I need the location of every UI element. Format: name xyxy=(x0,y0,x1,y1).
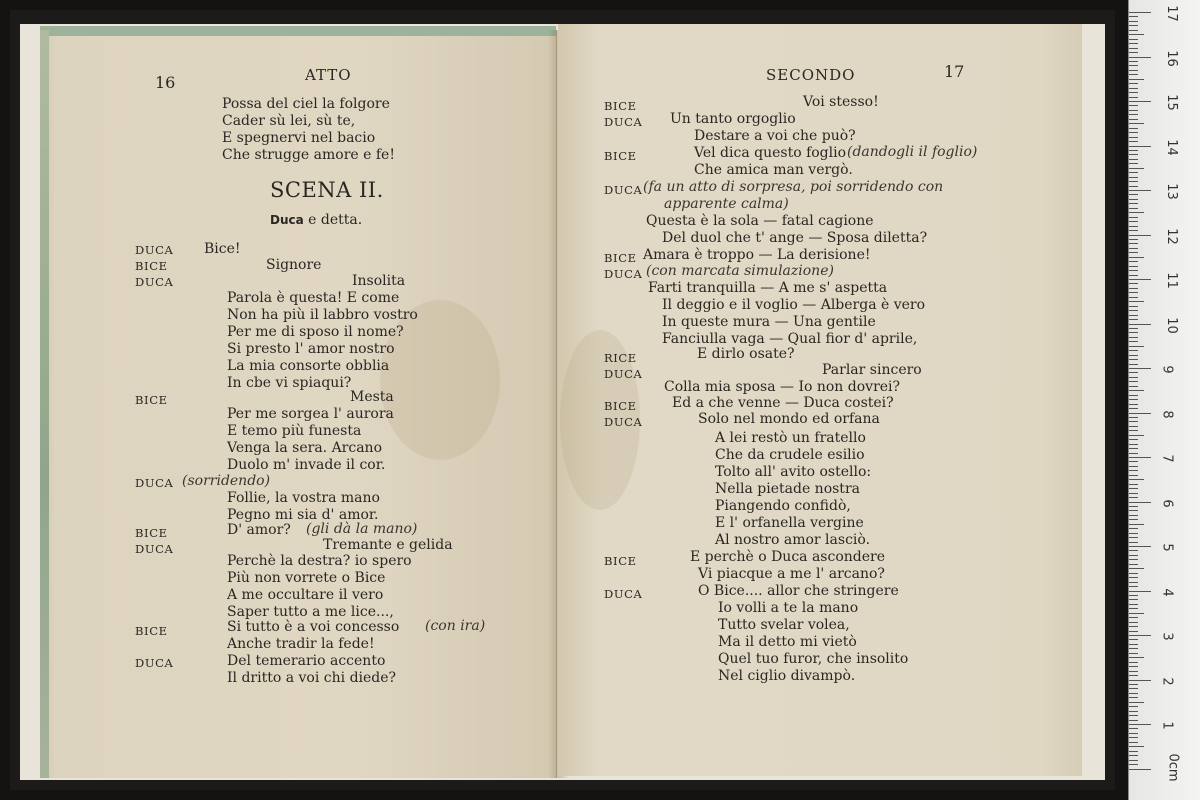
ruler-tick xyxy=(1129,324,1151,325)
ruler-tick xyxy=(1129,746,1144,747)
ruler-tick xyxy=(1129,261,1138,262)
ruler-tick xyxy=(1129,591,1151,592)
ruler-tick xyxy=(1129,657,1144,658)
speaker-label: DUCA xyxy=(135,275,174,289)
verse-line: Colla mia sposa — Io non dovrei? xyxy=(664,379,901,395)
ruler-tick xyxy=(1129,626,1138,627)
verse-line: E l' orfanella vergine xyxy=(715,515,864,531)
ruler-tick xyxy=(1129,528,1138,529)
verse-line: Solo nel mondo ed orfana xyxy=(698,411,880,427)
speaker-label: DUCA xyxy=(604,115,643,129)
ruler-tick xyxy=(1129,715,1138,716)
right-running-head: SECONDO xyxy=(766,66,856,84)
ruler-tick xyxy=(1129,163,1138,164)
ruler-tick xyxy=(1129,199,1138,200)
ruler-tick xyxy=(1129,301,1144,302)
verse-line: Quel tuo furor, che insolito xyxy=(718,651,909,667)
ruler-tick xyxy=(1129,337,1138,338)
ruler-tick xyxy=(1129,70,1138,71)
ruler-tick xyxy=(1129,413,1151,414)
speaker-label: DUCA xyxy=(604,183,643,197)
verse-line: Ma il detto mi vietò xyxy=(718,634,857,650)
ruler-tick xyxy=(1129,502,1151,503)
ruler-tick xyxy=(1129,608,1138,609)
speaker-label: DUCA xyxy=(135,542,174,556)
ruler-tick xyxy=(1129,435,1144,436)
ruler-tick xyxy=(1129,559,1138,560)
scene-title: SCENA II. xyxy=(270,178,384,202)
ruler-tick xyxy=(1129,346,1144,347)
ruler-tick xyxy=(1129,97,1138,98)
verse-line: Parola è questa! E come xyxy=(227,290,400,306)
ruler-tick xyxy=(1129,760,1138,761)
ruler-tick xyxy=(1129,631,1138,632)
verse-line: Follie, la vostra mano xyxy=(227,490,380,506)
ruler-tick xyxy=(1129,728,1138,729)
ruler-tick xyxy=(1129,506,1138,507)
speaker-label: BICE xyxy=(604,399,637,413)
ruler-tick xyxy=(1129,328,1138,329)
right-page-number: 17 xyxy=(944,62,965,81)
ruler-tick xyxy=(1129,83,1138,84)
ruler-tick xyxy=(1129,159,1138,160)
ruler-tick xyxy=(1129,684,1138,685)
ruler-tick xyxy=(1129,622,1138,623)
ruler-tick xyxy=(1129,662,1138,663)
ruler-tick xyxy=(1129,119,1138,120)
ruler-number: 5 xyxy=(1159,543,1175,552)
verse-line: Farti tranquilla — A me s' aspetta xyxy=(648,280,888,296)
ruler-tick xyxy=(1129,439,1138,440)
speaker-label: BICE xyxy=(135,259,168,273)
ruler-tick xyxy=(1129,515,1138,516)
ruler-tick xyxy=(1129,297,1138,298)
ruler-tick xyxy=(1129,395,1138,396)
ruler-tick xyxy=(1129,653,1138,654)
ruler-tick xyxy=(1129,671,1138,672)
ruler-tick xyxy=(1129,368,1151,369)
stage-direction: (sorridendo) xyxy=(182,473,271,489)
ruler-tick xyxy=(1129,132,1138,133)
verse-line: Vi piacque a me l' arcano? xyxy=(698,566,885,582)
ruler-tick xyxy=(1129,92,1138,93)
ruler-tick xyxy=(1129,177,1138,178)
stage-direction: (con marcata simulazione) xyxy=(646,263,834,279)
ruler-tick xyxy=(1129,666,1138,667)
verse-line: Che da crudele esilio xyxy=(715,447,865,463)
persons-name: Duca xyxy=(270,213,304,227)
ruler-tick xyxy=(1129,128,1138,129)
verse-line: E perchè o Duca ascondere xyxy=(690,549,886,565)
ruler-tick xyxy=(1129,751,1138,752)
ruler-tick xyxy=(1129,25,1138,26)
ruler-tick xyxy=(1129,493,1138,494)
scene-persons xyxy=(270,212,362,228)
ruler-tick xyxy=(1129,546,1151,547)
speaker-label: DUCA xyxy=(135,476,174,490)
ruler-tick xyxy=(1129,524,1144,525)
ruler-tick xyxy=(1129,230,1138,231)
ruler-tick xyxy=(1129,497,1138,498)
stage-direction: (gli dà la mano) xyxy=(306,521,418,537)
ruler-tick xyxy=(1129,720,1138,721)
ruler-tick xyxy=(1129,355,1138,356)
ruler-number: 6 xyxy=(1159,498,1175,508)
ruler-tick xyxy=(1129,105,1138,106)
ruler-tick xyxy=(1129,399,1138,400)
ruler-tick xyxy=(1129,737,1138,738)
verse-line: Vel dica questo foglio xyxy=(694,145,847,161)
verse-line: La mia consorte obblia xyxy=(227,358,390,374)
verse-line: Perchè la destra? io spero xyxy=(227,553,412,569)
speaker-label: DUCA xyxy=(604,267,643,281)
verse-line: D' amor? xyxy=(227,522,291,538)
verse-line: Del duol che t' ange — Sposa diletta? xyxy=(662,230,928,246)
stage-direction: (con ira) xyxy=(425,618,486,634)
ruler-tick xyxy=(1129,359,1138,360)
ruler-number: 10 xyxy=(1163,316,1179,334)
ruler-tick xyxy=(1129,306,1138,307)
speaker-label: BICE xyxy=(135,393,168,407)
ruler-tick xyxy=(1129,475,1138,476)
verse-line: Destare a voi che può? xyxy=(694,128,856,144)
ruler-tick xyxy=(1129,675,1138,676)
verse-line: Bice! xyxy=(204,241,241,257)
ruler-tick xyxy=(1129,381,1138,382)
ruler-tick xyxy=(1129,101,1151,102)
verse-line: Amara è troppo — La derisione! xyxy=(643,247,871,263)
verse-line: Non ha più il labbro vostro xyxy=(227,307,418,323)
ruler-tick xyxy=(1129,266,1138,267)
ruler-tick xyxy=(1129,239,1138,240)
verse-line: In cbe vi spiaqui? xyxy=(227,375,352,391)
ruler-tick xyxy=(1129,755,1138,756)
ruler-tick xyxy=(1129,448,1138,449)
verse-line: Al nostro amor lasciò. xyxy=(715,532,871,548)
ruler-tick xyxy=(1129,488,1138,489)
ruler-tick xyxy=(1129,16,1138,17)
ruler-number: 15 xyxy=(1163,94,1179,111)
speaker-label: BICE xyxy=(135,526,168,540)
ruler-tick xyxy=(1129,466,1138,467)
speaker-label: DUCA xyxy=(135,243,174,257)
speaker-label: DUCA xyxy=(604,587,643,601)
ruler-tick xyxy=(1129,208,1138,209)
ruler-tick xyxy=(1129,586,1138,587)
ruler-tick xyxy=(1129,270,1138,271)
ruler-tick xyxy=(1129,733,1138,734)
speaker-label: BICE xyxy=(604,251,637,265)
cover-edge xyxy=(40,26,556,36)
ruler-tick xyxy=(1129,613,1144,614)
verse-line: Io volli a te la mano xyxy=(718,600,859,616)
ruler-tick xyxy=(1129,404,1138,405)
verse-line: O Bice.... allor che stringere xyxy=(698,583,899,599)
ruler-tick xyxy=(1129,742,1138,743)
ruler-tick xyxy=(1129,154,1138,155)
ruler-tick xyxy=(1129,421,1138,422)
verse-line: E spegnervi nel bacio xyxy=(222,130,376,146)
ruler-tick xyxy=(1129,212,1144,213)
verse-line: Più non vorrete o Bice xyxy=(227,570,386,586)
verse-line: Tutto svelar volea, xyxy=(718,617,850,633)
ruler-number: 1 xyxy=(1159,721,1175,730)
verse-line: Anche tradir la fede! xyxy=(227,636,375,652)
verse-line: Tremante e gelida xyxy=(323,537,453,553)
ruler-number: 17 xyxy=(1163,5,1179,22)
verse-line: Duolo m' invade il cor. xyxy=(227,457,386,473)
ruler-number: 7 xyxy=(1159,454,1175,463)
ruler-tick xyxy=(1129,181,1138,182)
verse-line: E dirlo osate? xyxy=(697,346,795,362)
verse-line: Un tanto orgoglio xyxy=(670,111,796,127)
ruler-tick xyxy=(1129,364,1138,365)
ruler-tick xyxy=(1129,288,1138,289)
ruler-number: 11 xyxy=(1163,272,1179,289)
verse-line: Questa è la sola — fatal cagione xyxy=(646,213,874,229)
ruler-tick xyxy=(1129,168,1144,169)
ruler-tick xyxy=(1129,12,1151,13)
ruler-tick xyxy=(1129,408,1138,409)
ruler-tick xyxy=(1129,48,1138,49)
ruler-tick xyxy=(1129,243,1138,244)
ruler-tick xyxy=(1129,194,1138,195)
ruler-tick xyxy=(1129,190,1151,191)
speaker-label: DUCA xyxy=(135,656,174,670)
ruler-tick xyxy=(1129,39,1138,40)
verse-line: Insolita xyxy=(352,273,406,289)
ruler-tick xyxy=(1129,457,1151,458)
stage-direction: (dandogli il foglio) xyxy=(847,144,978,160)
verse-line: Piangendo confidò, xyxy=(715,498,851,514)
ruler-tick xyxy=(1129,34,1144,35)
ruler-tick xyxy=(1129,644,1138,645)
verse-line: Voi stesso! xyxy=(803,94,879,110)
ruler-tick xyxy=(1129,30,1138,31)
ruler-tick xyxy=(1129,764,1138,765)
ruler-tick xyxy=(1129,257,1144,258)
ruler-tick xyxy=(1129,430,1138,431)
ruler-tick xyxy=(1129,52,1138,53)
ruler-tick xyxy=(1129,275,1138,276)
ruler-tick xyxy=(1129,639,1138,640)
ruler-tick xyxy=(1129,74,1138,75)
verse-line: Fanciulla vaga — Qual fior d' aprile, xyxy=(662,331,918,347)
verse-line: Si tutto è a voi concesso xyxy=(227,619,400,635)
ruler-tick xyxy=(1129,377,1138,378)
ruler-tick xyxy=(1129,252,1138,253)
ruler-tick xyxy=(1129,697,1138,698)
verse-line: A me occultare il vero xyxy=(227,587,384,603)
ruler-tick xyxy=(1129,706,1138,707)
ruler-tick xyxy=(1129,573,1138,574)
persons-rest: e detta. xyxy=(308,212,363,228)
ruler-tick xyxy=(1129,88,1138,89)
ruler-tick xyxy=(1129,319,1138,320)
ruler-tick xyxy=(1129,61,1138,62)
ruler-tick xyxy=(1129,110,1138,111)
ruler-tick xyxy=(1129,564,1138,565)
ruler-tick xyxy=(1129,599,1138,600)
ruler-tick xyxy=(1129,769,1151,770)
ruler-tick xyxy=(1129,550,1138,551)
ruler-tick xyxy=(1129,248,1138,249)
verse-line: Il dritto a voi chi diede? xyxy=(227,670,397,686)
verse-line: Cader sù lei, sù te, xyxy=(222,113,356,129)
ruler-number: 3 xyxy=(1159,632,1175,641)
ruler-tick xyxy=(1129,114,1138,115)
speaker-label: BICE xyxy=(604,554,637,568)
ruler-tick xyxy=(1129,372,1138,373)
ruler-tick xyxy=(1129,146,1151,147)
left-running-head: ATTO xyxy=(305,66,352,84)
ruler-tick xyxy=(1129,350,1138,351)
ruler-tick xyxy=(1129,172,1138,173)
ruler-tick xyxy=(1129,390,1144,391)
verse-line: Venga la sera. Arcano xyxy=(227,440,383,456)
verse-line: Che strugge amore e fe! xyxy=(222,147,395,163)
ruler-tick xyxy=(1129,648,1138,649)
verse-line: In queste mura — Una gentile xyxy=(662,314,876,330)
ruler-tick xyxy=(1129,693,1138,694)
ruler-tick xyxy=(1129,226,1138,227)
ruler-tick xyxy=(1129,711,1138,712)
verse-line: A lei restò un fratello xyxy=(715,430,866,446)
ruler-tick xyxy=(1129,221,1138,222)
ruler-number: 16 xyxy=(1163,49,1179,67)
verse-line: Mesta xyxy=(350,389,394,405)
ruler-tick xyxy=(1129,141,1138,142)
verse-line: Nella pietade nostra xyxy=(715,481,860,497)
ruler-tick xyxy=(1129,57,1151,58)
verse-line: Per me sorgea l' aurora xyxy=(227,406,394,422)
ruler-tick xyxy=(1129,453,1138,454)
ruler-tick xyxy=(1129,470,1138,471)
verse-line: Ed a che venne — Duca costei? xyxy=(672,395,894,411)
stage-direction: apparente calma) xyxy=(664,196,789,212)
verse-line: Possa del ciel la folgore xyxy=(222,96,390,112)
ruler-number: 9 xyxy=(1159,365,1175,374)
ruler-tick xyxy=(1129,341,1138,342)
ruler-tick xyxy=(1129,702,1144,703)
ruler-number: 4 xyxy=(1159,587,1175,597)
ruler-tick xyxy=(1129,43,1138,44)
verse-line: Del temerario accento xyxy=(227,653,386,669)
ruler-tick xyxy=(1129,235,1151,236)
ruler-tick xyxy=(1129,150,1138,151)
ruler-tick xyxy=(1129,417,1138,418)
speaker-label: BICE xyxy=(135,624,168,638)
ruler-tick xyxy=(1129,315,1138,316)
verse-line: Che amica man vergò. xyxy=(694,162,853,178)
ruler-tick xyxy=(1129,688,1138,689)
speaker-label: DUCA xyxy=(604,415,643,429)
ruler-number: 8 xyxy=(1159,409,1175,419)
ruler-number: 2 xyxy=(1159,676,1175,686)
ruler-tick xyxy=(1129,604,1138,605)
ruler-tick xyxy=(1129,217,1138,218)
ruler-tick xyxy=(1129,724,1151,725)
verse-line: Pegno mi sia d' amor. xyxy=(227,507,379,523)
ruler-tick xyxy=(1129,568,1144,569)
ruler-tick xyxy=(1129,65,1138,66)
measuring-ruler xyxy=(1128,0,1200,800)
stage-direction: (fa un atto di sorpresa, poi sorridendo con xyxy=(643,179,944,195)
ruler-tick xyxy=(1129,79,1144,80)
ruler-number: 12 xyxy=(1163,227,1179,245)
ruler-tick xyxy=(1129,444,1138,445)
verse-line: Parlar sincero xyxy=(822,362,922,378)
ruler-tick xyxy=(1129,279,1151,280)
verse-line: Tolto all' avito ostello: xyxy=(715,464,872,480)
ruler-tick xyxy=(1129,203,1138,204)
cover-spine-edge xyxy=(40,30,49,778)
ruler-tick xyxy=(1129,510,1138,511)
ruler-tick xyxy=(1129,484,1138,485)
ruler-tick xyxy=(1129,137,1138,138)
speaker-label: BICE xyxy=(604,99,637,113)
verse-line: E temo più funesta xyxy=(227,423,362,439)
ruler-number: 14 xyxy=(1163,138,1179,156)
ruler-number: 13 xyxy=(1163,183,1179,200)
ruler-tick xyxy=(1129,537,1138,538)
ruler-tick xyxy=(1129,617,1138,618)
verse-line: Il deggio e il voglio — Alberga è vero xyxy=(662,297,926,313)
ruler-tick xyxy=(1129,542,1138,543)
ruler-tick xyxy=(1129,292,1138,293)
verse-line: Saper tutto a me lice..., xyxy=(227,604,394,620)
ruler-tick xyxy=(1129,332,1138,333)
verse-line: Signore xyxy=(266,257,322,273)
ruler-unit: 0cm xyxy=(1165,753,1181,782)
ruler-tick xyxy=(1129,533,1138,534)
speaker-label: BICE xyxy=(604,149,637,163)
ruler-tick xyxy=(1129,386,1138,387)
verse-line: Nel ciglio divampò. xyxy=(718,668,856,684)
ruler-tick xyxy=(1129,519,1138,520)
speaker-label: DUCA xyxy=(604,367,643,381)
left-page-number: 16 xyxy=(155,73,176,92)
ruler-tick xyxy=(1129,595,1138,596)
ruler-tick xyxy=(1129,426,1138,427)
ruler-tick xyxy=(1129,479,1144,480)
ruler-tick xyxy=(1129,635,1151,636)
ruler-tick xyxy=(1129,555,1138,556)
ruler-tick xyxy=(1129,123,1144,124)
ruler-tick xyxy=(1129,310,1138,311)
ruler-tick xyxy=(1129,21,1138,22)
verse-line: Si presto l' amor nostro xyxy=(227,341,395,357)
verse-line: Per me di sposo il nome? xyxy=(227,324,404,340)
ruler-tick xyxy=(1129,582,1138,583)
speaker-label: RICE xyxy=(604,351,637,365)
ruler-tick xyxy=(1129,461,1138,462)
ruler-tick xyxy=(1129,283,1138,284)
ruler-tick xyxy=(1129,577,1138,578)
ruler-tick xyxy=(1129,680,1151,681)
ruler-tick xyxy=(1129,186,1138,187)
